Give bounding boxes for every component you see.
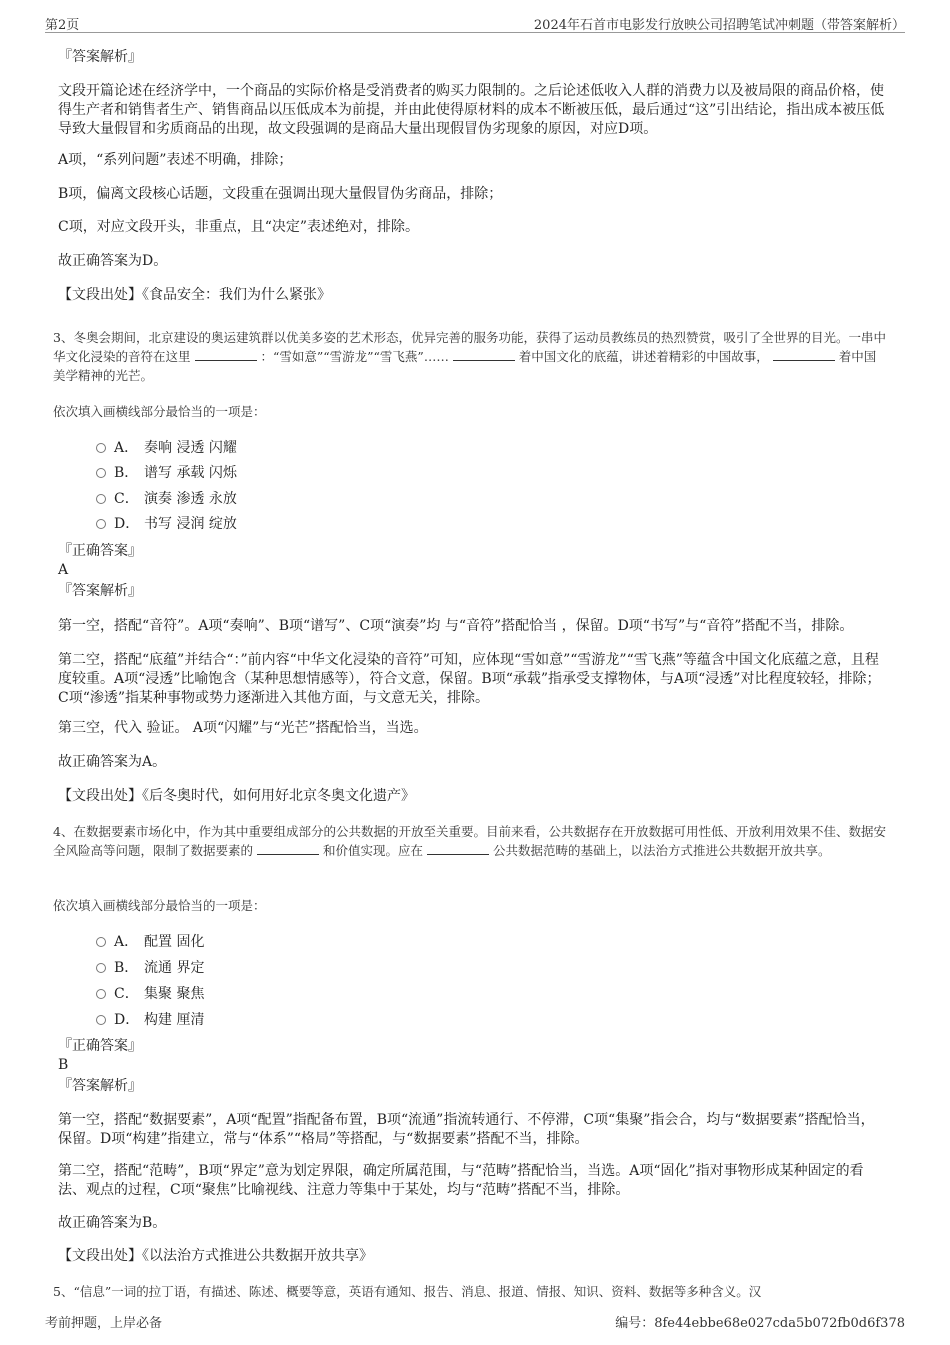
q3-option-a[interactable]: A． 奏响 浸透 闪耀: [96, 438, 237, 458]
analysis-label: 『答案解析』: [58, 49, 142, 65]
q2-source: 【文段出处】《食品安全：我们为什么紧张》: [58, 287, 331, 303]
footer-slogan: 考前押题，上岸必备: [45, 1316, 163, 1331]
q4-analysis-2: 第二空，搭配“范畴”，B项“界定”意为划定界限，确定所属范围，与“范畴”搭配恰当，当选。A项“固化”指对事物形成某种固定的看法、观点的过程，C项“聚焦”比喻视线、注意力等集中于某处，均与“范畴”搭配不当，排除。: [58, 1163, 864, 1198]
q3-source: 【文段出处】《后冬奥时代，如何用好北京冬奥文化遗产》: [58, 788, 415, 804]
q4-analysis-1: 第一空，搭配“数据要素”，A项“配置”指配备布置，B项“流通”指流转通行、不停滞，C项“集聚”指会合，均与“数据要素”搭配恰当，保留。D项“构建”指建立，常与“体系”“格局”等搭配，与“数据要素”搭配不当，排除。: [58, 1112, 875, 1147]
fill-blank-3: [773, 348, 835, 361]
q4-option-b[interactable]: B． 流通 界定: [96, 958, 204, 978]
q3-analysis-1: 第一空，搭配“音符”。A项“奏响”、B项“谱写”、C项“演奏”均 与“音符”搭配恰当 ，保留。D项“书写”与“音符”搭配不当，排除。: [58, 618, 854, 634]
q5-stem: 5、“信息”一词的拉丁语，有描述、陈述、概要等意，英语有通知、报告、消息、报道、情报、知识、资料、数据等多种含义。汉: [53, 1284, 762, 1299]
q3-analysis-3: 第三空，代入 验证。 A项“闪耀”与“光芒”搭配恰当，当选。: [58, 720, 428, 736]
page-header: [45, 14, 905, 33]
q3-answer: A: [58, 562, 69, 578]
q3-stem: 3、冬奥会期间，北京建设的奥运建筑群以优美多姿的艺术形态，优异完善的服务功能，获得了运动员教练员的热烈赞赏，吸引了全世界的目光。一串中华文化浸染的音符在这里 ：“雪如意”“雪游龙”“雪飞燕”…… 着中国文化的底蕴，讲述着精彩的中国故事， 着中国美学精神的光芒。: [53, 330, 886, 383]
q3-option-c[interactable]: C． 演奏 渗透 永放: [96, 489, 237, 509]
q4-option-c[interactable]: C． 集聚 聚焦: [96, 984, 204, 1004]
radio-icon[interactable]: [96, 443, 106, 453]
q4-prompt: 依次填入画横线部分最恰当的一项是：: [53, 898, 266, 913]
correct-answer-label: 『正确答案』: [58, 1038, 142, 1054]
radio-icon[interactable]: [96, 963, 106, 973]
q3-option-d[interactable]: D． 书写 浸润 绽放: [96, 514, 237, 534]
analysis-label: 『答案解析』: [58, 583, 142, 599]
q2-conclusion: 故正确答案为D。: [58, 253, 168, 269]
q3-analysis-2: 第二空，搭配“底蕴”并结合“：”前内容“中华文化浸染的音符”可知，应体现“雪如意”“雪游龙”“雪飞燕”等蕴含中国文化底蕴之意，且程度较重。A项“浸透”比喻饱含（某种思想情感等），符合文意，保留。B项“承载”指承受支撑物体，与A项“浸透”对比程度较轻，排除；C项“渗透”指某种事物或势力逐渐进入其他方面，与文意无关，排除。: [58, 652, 881, 706]
q4-answer: B: [58, 1057, 69, 1073]
radio-icon[interactable]: [96, 937, 106, 947]
fill-blank-2: [453, 348, 515, 361]
page-number: 第2页: [45, 18, 80, 33]
fill-blank-2: [427, 842, 489, 855]
radio-icon[interactable]: [96, 989, 106, 999]
q4-option-a[interactable]: A． 配置 固化: [96, 932, 204, 952]
q2-option-a-note: A项，“系列问题”表述不明确，排除；: [58, 152, 293, 168]
radio-icon[interactable]: [96, 1015, 106, 1025]
q4-conclusion: 故正确答案为B。: [58, 1215, 167, 1231]
correct-answer-label: 『正确答案』: [58, 543, 142, 559]
analysis-label: 『答案解析』: [58, 1078, 142, 1094]
q3-option-b[interactable]: B． 谱写 承载 闪烁: [96, 463, 237, 483]
q2-option-c-note: C项，对应文段开头，非重点，且“决定”表述绝对，排除。: [58, 219, 420, 235]
fill-blank-1: [195, 348, 257, 361]
radio-icon[interactable]: [96, 468, 106, 478]
q4-stem: 4、在数据要素市场化中，作为其中重要组成部分的公共数据的开放至关重要。目前来看，公共数据存在开放数据可用性低、开放利用效果不佳、数据安全风险高等问题，限制了数据要素的 和价值实现。应在 公共数据范畴的基础上，以法治方式推进公共数据开放共享。: [53, 824, 886, 858]
document-title: 2024年石首市电影发行放映公司招聘笔试冲刺题（带答案解析）: [533, 18, 905, 33]
document-id: 编号：8fe44ebbe68e027cda5b072fb0d6f378: [615, 1316, 905, 1331]
q2-option-b-note: B项，偏离文段核心话题，文段重在强调出现大量假冒伪劣商品，排除；: [58, 186, 503, 202]
q4-source: 【文段出处】《以法治方式推进公共数据开放共享》: [58, 1248, 373, 1264]
q2-analysis-paragraph: 文段开篇论述在经济学中，一个商品的实际价格是受消费者的购买力限制的。之后论述低收入人群的消费力以及被局限的商品价格，使得生产者和销售者生产、销售商品以压低成本为前提，并由此使得原材料的成本不断被压低，最后通过“这”引出结论，指出成本被压低导致大量假冒和劣质商品的出现，故文段强调的是商品大量出现假冒伪劣现象的原因，对应D项。: [58, 83, 885, 137]
q3-conclusion: 故正确答案为A。: [58, 754, 167, 770]
radio-icon[interactable]: [96, 494, 106, 504]
q4-option-d[interactable]: D． 构建 厘清: [96, 1010, 204, 1030]
radio-icon[interactable]: [96, 519, 106, 529]
q3-prompt: 依次填入画横线部分最恰当的一项是：: [53, 404, 266, 419]
fill-blank-1: [257, 842, 319, 855]
